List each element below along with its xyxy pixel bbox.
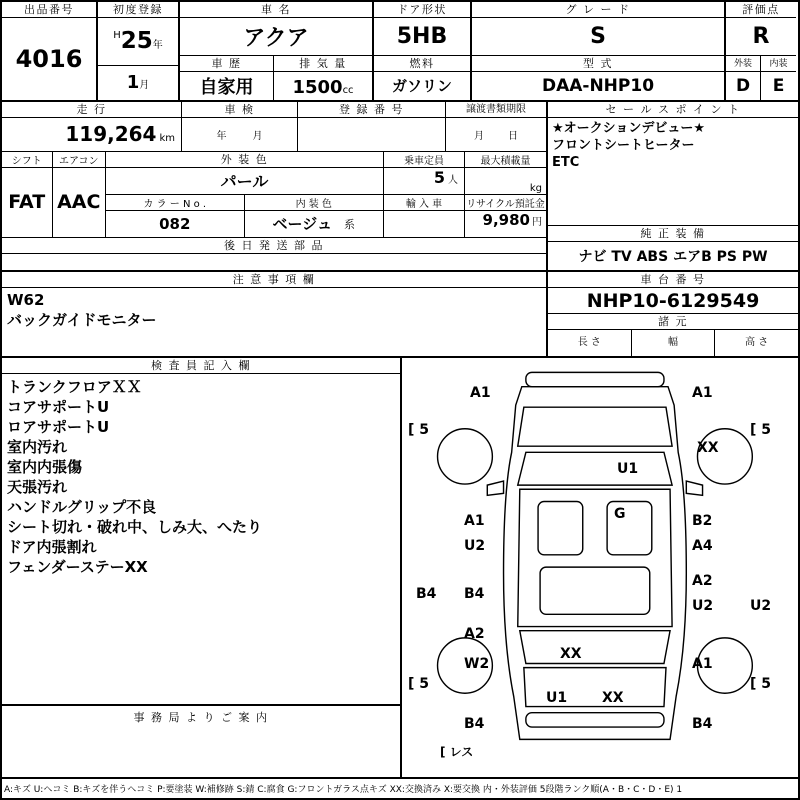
sales-point-line: ETC: [552, 154, 580, 170]
history-cell: [180, 56, 274, 100]
inspector-line: フェンダーステーXX: [7, 558, 148, 577]
grade-value: S: [472, 18, 724, 56]
car-damage-diagram: [402, 358, 798, 776]
later-shipping-label: 後 日 発 送 部 品: [2, 238, 546, 254]
damage-mark: A2: [464, 626, 485, 643]
model-label: 型 式: [472, 56, 724, 72]
door-shape-block: [374, 2, 472, 100]
damage-mark: A1: [470, 385, 491, 402]
sales-points-block: [548, 102, 798, 271]
interior-grade-cell: [761, 56, 796, 100]
damage-mark: [ 5: [750, 422, 772, 439]
damage-mark: U1: [546, 690, 568, 707]
inspection-cell: [182, 102, 298, 151]
factory-equipment-value: ナビ TV ABS エアB PS PW: [578, 249, 768, 266]
damage-mark: B4: [692, 716, 713, 733]
damage-mark: B2: [692, 513, 713, 530]
later-shipping-value: [2, 254, 546, 271]
caution-label: 注 意 事 項 欄: [2, 272, 546, 288]
door-shape-value: 5HB: [374, 18, 470, 56]
exterior-grade-cell: [726, 56, 761, 100]
office-notice-body: [2, 729, 400, 777]
inspector-line: ロアサポートU: [7, 418, 110, 437]
fuel-value: ガソリン: [391, 77, 452, 96]
import-value: [384, 211, 465, 237]
exterior-grade-value: D: [735, 75, 751, 96]
damage-mark: B4: [416, 586, 437, 603]
grade-label: グ レ ー ド: [472, 2, 724, 18]
height-label: 高 さ: [745, 337, 769, 349]
sales-points-list: [548, 118, 798, 227]
chassis-number-label: 車 台 番 号: [548, 272, 798, 288]
transfer-deadline-cell: [446, 102, 546, 151]
history-label: 車 歴: [180, 56, 273, 72]
recycle-label: リサイクル預託金: [466, 198, 545, 210]
load-value: kg: [529, 182, 542, 194]
caution-block: [2, 272, 548, 356]
lot-number-cell: [2, 2, 98, 100]
registration-number-cell: [298, 102, 446, 151]
inspector-label: 検 査 員 記 入 欄: [2, 358, 400, 374]
door-shape-label: ドア形状: [374, 2, 470, 18]
damage-mark: XX: [697, 440, 719, 457]
first-registration-label: 初度登録: [98, 2, 178, 18]
dimensions-label: 諸 元: [548, 314, 798, 330]
mileage-value: 119,264 km: [65, 121, 175, 146]
registration-number-value: [298, 118, 445, 151]
recycle-value: 9,980 円: [482, 210, 542, 229]
displacement-value: 1500 cc: [292, 77, 354, 98]
car-name-label: 車 名: [180, 2, 372, 18]
model-cell: [472, 56, 724, 100]
score-value: R: [726, 18, 796, 56]
top-header-block: [2, 2, 798, 102]
damage-mark: A1: [692, 656, 713, 673]
sales-point-line: ★オークションデビュー★: [552, 120, 706, 136]
caution-line: バックガイドモニター: [7, 311, 157, 330]
fuel-cell: [374, 56, 470, 100]
car-name-block: [180, 2, 374, 100]
interior-grade-value: E: [772, 75, 785, 96]
score-block: [726, 2, 796, 100]
caution-line: W62: [7, 291, 45, 310]
load-label: 最大積載量: [480, 155, 531, 167]
damage-mark: W2: [464, 656, 490, 673]
legend-row: A:キズ U:ヘコミ B:キズを伴うヘコミ P:要塗装 W:補修跡 S:錆 C:腐食 G:フロントガラス点キズ XX:交換済み X:要交換 内・外装評価 5段階ランク順(A・B・C・D・E) 1: [4, 784, 683, 795]
damage-mark: A2: [692, 573, 713, 590]
mileage-label: 走 行: [2, 102, 181, 118]
damage-mark: [ 5: [408, 422, 430, 439]
model-value: DAA-NHP10: [541, 75, 655, 96]
damage-mark: U1: [617, 461, 639, 478]
damage-mark: B4: [464, 716, 485, 733]
factory-equipment-label: 純 正 装 備: [548, 226, 798, 242]
aircon-label-cell: エアコン: [59, 155, 99, 167]
inspection-value: 年 月: [216, 130, 263, 142]
damage-mark: A1: [692, 385, 713, 402]
vehicle-details: [2, 102, 548, 271]
transfer-deadline-value: 月 日: [474, 130, 518, 142]
seats-label: 乗車定員: [384, 152, 465, 167]
inspection-label: 車 検: [182, 102, 297, 118]
damage-mark: B4: [464, 586, 485, 603]
inspector-line: トランクフロアＸＸ: [7, 378, 142, 397]
displacement-label: 排 気 量: [274, 56, 372, 72]
inspector-line: 天張汚れ: [7, 478, 68, 497]
aircon-value: AAC: [57, 191, 101, 214]
inspector-line: 室内汚れ: [7, 438, 68, 457]
exterior-grade-label: 外装: [726, 56, 760, 72]
damage-mark: [ 5: [408, 676, 430, 693]
damage-mark: U2: [692, 598, 714, 615]
chassis-number-value: NHP10-6129549: [548, 288, 798, 314]
seats-value: 5 人: [384, 168, 465, 194]
registration-number-label: 登 録 番 号: [298, 102, 445, 118]
score-label: 評価点: [726, 2, 796, 18]
inspector-block: [2, 358, 402, 776]
sales-points-label: セ ー ル ス ポ イ ン ト: [548, 102, 798, 118]
damage-mark: XX: [602, 690, 624, 707]
width-label: 幅: [632, 330, 716, 356]
grade-block: [472, 2, 726, 100]
lot-number-value: 4016: [15, 44, 83, 73]
exterior-color-value: パール: [106, 168, 383, 195]
import-label: 輸 入 車: [384, 195, 465, 210]
office-notice-label: 事 務 局 よ り ご 案 内: [2, 704, 400, 729]
mileage-cell: [2, 102, 182, 151]
car-outline-svg: [402, 358, 798, 776]
first-registration-cell: [98, 2, 180, 100]
shift-value: FAT: [2, 168, 53, 237]
color-number-label: カ ラ ー N o .: [106, 195, 245, 210]
length-label: 長 さ: [548, 330, 632, 356]
damage-mark: [ 5: [750, 676, 772, 693]
interior-color-value: ベージュ 系: [272, 215, 355, 234]
inspector-diagram-block: [2, 358, 798, 778]
damage-mark: U2: [750, 598, 772, 615]
chassis-block: [548, 272, 798, 356]
inspector-line: 室内内張傷: [7, 458, 83, 477]
damage-mark: [ レス: [440, 745, 474, 760]
inspector-notes: [2, 374, 400, 703]
exterior-color-label: 外 装 色: [106, 152, 383, 168]
color-number-value: 082: [106, 211, 245, 237]
damage-mark: A4: [692, 538, 713, 555]
history-value: 自家用: [199, 76, 254, 98]
car-name-value: アクア: [180, 18, 372, 56]
inspector-line: ハンドルグリップ不良: [7, 498, 157, 517]
middle-block: [2, 102, 798, 273]
first-registration-year: H 25 年: [98, 18, 178, 66]
displacement-cell: [274, 56, 372, 100]
inspector-line: ドア内張割れ: [7, 538, 97, 557]
interior-grade-label: 内装: [761, 56, 796, 72]
interior-color-label: 内 装 色: [295, 198, 332, 210]
shift-label-cell: シフト: [2, 152, 53, 167]
inspector-line: コアサポートU: [7, 398, 110, 417]
damage-mark: A1: [464, 513, 485, 530]
damage-mark: U2: [464, 538, 486, 555]
fuel-label: 燃料: [374, 56, 470, 72]
damage-mark: XX: [560, 646, 582, 663]
caution-chassis-block: [2, 272, 798, 358]
damage-mark: G: [614, 506, 626, 523]
first-registration-month: 1 月: [126, 72, 150, 94]
transfer-deadline-label: 譲渡書類期限: [446, 102, 546, 118]
sales-point-line: フロントシートヒーター: [552, 137, 695, 153]
lot-number-label: 出品番号: [2, 2, 96, 18]
inspector-line: シート切れ・破れ中、しみ大、へたり: [7, 518, 263, 537]
